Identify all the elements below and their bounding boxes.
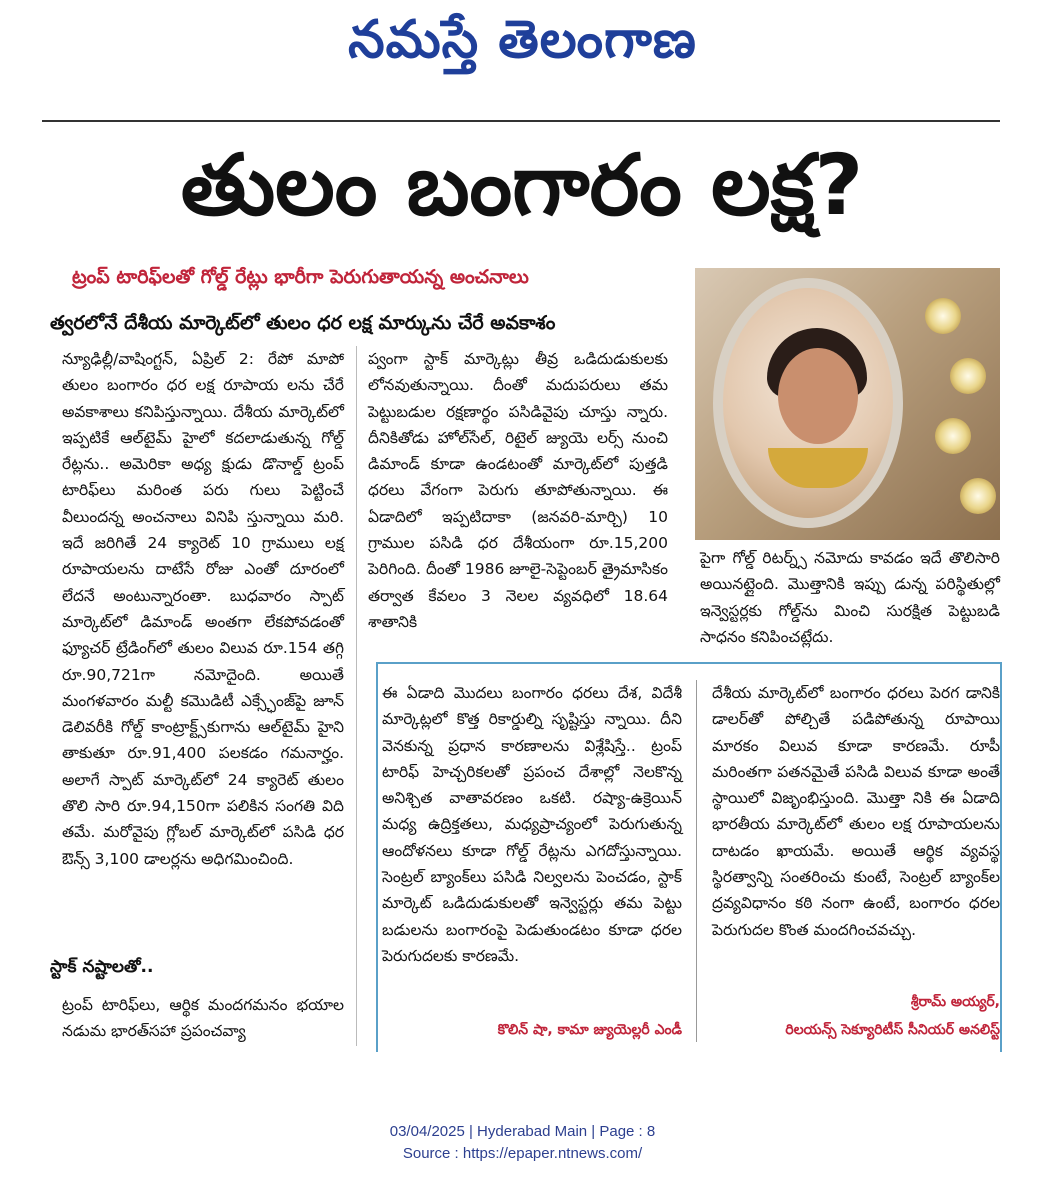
article-paragraph: పైగా గోల్డ్ రిటర్న్స్ నమోదు కావడం ఇదే తొలిసారి అయినట్లైంది. మొత్తానికి ఇప్పు డున్న పరిస్థితుల్లో ఇన్వెస్టర్లకు గోల్డ్‌ను మించి సురక్షిత పెట్టుబడి సాధనం కనిపించట్లేదు.	[700, 549, 1000, 646]
article-subheadline: త్వరలోనే దేశీయ మార్కెట్‌లో తులం ధర లక్ష మార్కును చేరే అవకాశం	[50, 312, 556, 334]
footer-date-edition: 03/04/2025 | Hyderabad Main | Page : 8	[389, 1123, 656, 1140]
expert-quote-right	[712, 680, 1000, 943]
quote-attribution-right-title: రిలయన్స్ సెక్యూరిటీస్ సీనియర్ అనలిస్ట్	[785, 1022, 1000, 1038]
jewel-decoration	[925, 298, 961, 334]
article-paragraph: ట్రంప్ టారిఫ్‌లు, ఆర్థిక మందగమనం భయాల నడుమ భారత్‌సహా ప్రపంచవ్యా	[62, 996, 344, 1041]
expert-quote-left	[382, 680, 682, 969]
article-photo	[695, 268, 1000, 540]
quote-text: ఈ ఏడాది మొదలు బంగారం ధరలు దేశ, విదేశీ మార్కెట్లలో కొత్త రికార్డుల్ని సృష్టిస్తు న్నాయి. దీని వెనకున్న ప్రధాన కారణాలను విశ్లేషిస్తే.. ట్రంప్ టారిఫ్ హెచ్చరికలతో ప్రపంచ దేశాల్లో నెలకొన్న అనిశ్చిత వాతావరణం ఒకటి. రష్యా-ఉక్రెయిన్ మధ్య ఉద్రిక్తతలు, మధ్యప్రాచ్యంలో పెరుగుతున్న ఆందోళనలు కూడా గోల్డ్ రేట్లను ఎగదోస్తున్నాయి. సెంట్రల్ బ్యాంక్‌లు పసిడి నిల్వలను పెంచడం, స్టాక్ మార్కెట్ ఒడిదుడుకులతో ఇన్వెస్టర్లు తమ పెట్టు బడులను బంగారంపై పెడుతుండటం కూడా ధరల పెరుగుదలకు కారణమే.	[382, 684, 682, 965]
quote-attribution-right-name: శ్రీరామ్ అయ్యర్,	[910, 994, 1000, 1010]
section-heading: స్టాక్ నష్టాలతో..	[50, 957, 154, 977]
masthead-divider	[42, 120, 1000, 122]
article-column-1-continued	[62, 992, 344, 1045]
photo-necklace	[768, 448, 868, 488]
footer-source: Source : https://epaper.ntnews.com/	[402, 1145, 643, 1162]
article-column-1	[62, 346, 344, 872]
article-column-2	[368, 346, 668, 635]
article-paragraph: ప్వంగా స్టాక్ మార్కెట్లు తీవ్ర ఒడిదుడుకులకు లోనవుతున్నాయి. దీంతో మదుపరులు తమ పెట్టుబడుల రక్షణార్థం పసిడివైపు చూస్తు న్నారు. దీనికితోడు హోల్‌సేల్, రిటైల్ జ్యుయె లర్స్ నుంచి డిమాండ్ కూడా ఉండటంతో మార్కెట్‌లో పుత్తడి ధరలు వేగంగా పెరుగు తూపోతున్నాయి. ఈ ఏడాదిలో ఇప్పటిదాకా (జనవరి-మార్చి) 10 గ్రాముల పసిడి ధర దేశీయంగా రూ.15,200 పెరిగింది. దీంతో 1986 జూలై-సెప్టెంబర్ త్రైమాసికం తర్వాత కేవలం 3 నెలల వ్యవధిలో 18.64 శాతానికి	[368, 350, 668, 631]
newspaper-masthead	[0, 10, 1045, 83]
jewel-decoration	[935, 418, 971, 454]
column-divider	[356, 346, 357, 1046]
article-paragraph: న్యూఢిల్లీ/వాషింగ్టన్, ఏప్రిల్ 2: రేపో మాపో తులం బంగారం ధర లక్ష రూపాయ లను చేరే అవకాశాలు కనిపిస్తున్నాయి. దేశీయ మార్కెట్‌లో ఇప్పటికే ఆల్‌టైమ్ హైలో కదలాడుతున్న గోల్డ్ రేట్లను.. అమెరికా అధ్య క్షుడు డొనాల్డ్ ట్రంప్ టారిఫ్‌లు మరింత పరు గులు పెట్టించే వీలుందన్న అంచనాలు వినిపి స్తున్నాయి మరి. ఇదే జరిగితే 24 క్యారెట్ 10 గ్రాములు లక్ష రూపాయలను దాటేసే రోజు ఎంతో దూరంలో లేదనే అంటున్నారంతా. బుధవారం స్పాట్ మార్కెట్‌లో డిమాండ్ అంతగా లేకపోవడంతో ఫ్యూచర్ ట్రేడింగ్‌లో తులం విలువ రూ.154 తగ్గి రూ.90,721గా నమోదైంది. అయితే మంగళవారం మల్టీ కమొడిటీ ఎక్స్ఛేంజ్‌పై జూన్ డెలివరీకి గోల్డ్ కాంట్రాక్ట్స్‌కుగాను ఆల్‌టైమ్ హైని తాకుతూ రూ.91,400 పలకడం గమనార్హం. అలాగే స్పాట్ మార్కెట్‌లో 24 క్యారెట్ తులం తొలి సారి రూ.94,150గా పలికిన సంగతి విది తమే. మరోవైపు గ్లోబల్ మార్కెట్‌లో పసిడి ధర ఔన్స్ 3,100 డాలర్లను అధిగమించింది.	[62, 350, 344, 868]
quote-text: దేశీయ మార్కెట్‌లో బంగారం ధరలు పెరగ డానికి డాలర్‌తో పోల్చితే పడిపోతున్న రూపాయి మారకం విలువ కూడా కారణమే. రూపీ మరింతగా పతనమైతే పసిడి విలువ కూడా అంతే స్థాయిలో విజృంభిస్తుంది. మొత్తా నికి ఈ ఏడాది భారతీయ మార్కెట్‌లో తులం లక్ష రూపాయలను దాటడం ఖాయమే. అయితే ఆర్థిక వ్యవస్థ స్థిరత్వాన్ని సంతరించు కుంటే, సెంట్రల్ బ్యాంక్‌ల ద్రవ్యవిధానం కఠి నంగా ఉంటే, బంగారం ధరల పెరుగుదల కొంత మందగించవచ్చు.	[712, 684, 1000, 939]
quote-box-divider	[696, 680, 697, 1042]
article-headline: తులం బంగారం లక్ష?	[180, 136, 864, 234]
mirror-frame	[713, 278, 903, 528]
jewel-decoration	[960, 478, 996, 514]
article-kicker: ట్రంప్ టారిఫ్‌లతో గోల్డ్ రేట్లు భారీగా పెరుగుతాయన్న అంచనాలు	[72, 266, 529, 288]
masthead-title: నమస్తే తెలంగాణ	[348, 10, 697, 70]
quote-attribution-left: కొలిన్ షా, కామా జ్యుయెల్లరీ ఎండీ	[497, 1022, 682, 1038]
article-column-3	[700, 545, 1000, 650]
jewel-decoration	[950, 358, 986, 394]
photo-face	[778, 348, 858, 444]
